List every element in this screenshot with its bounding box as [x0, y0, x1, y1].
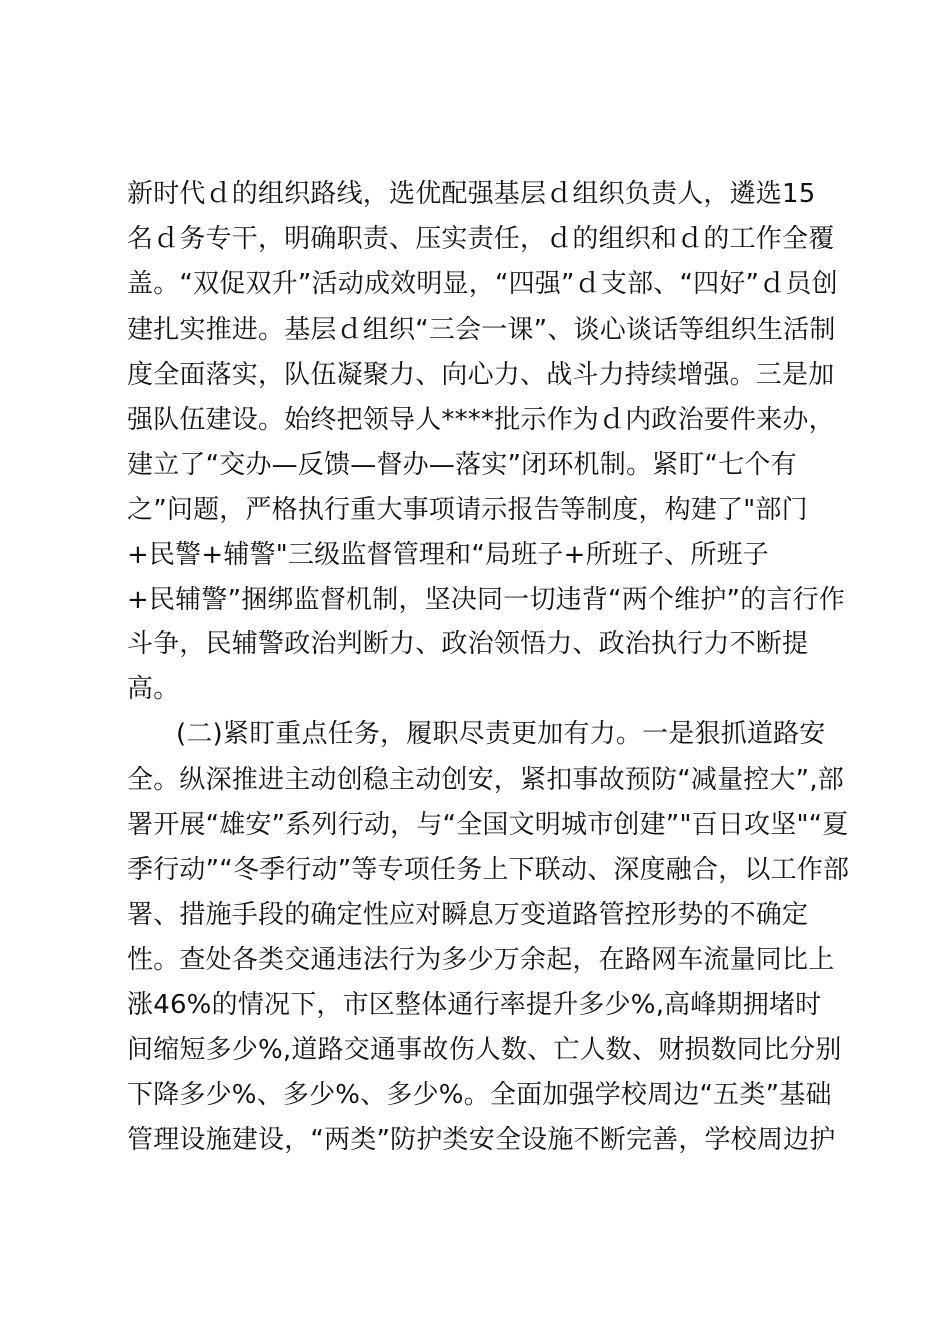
text-line: 新时代ｄ的组织路线，选优配强基层ｄ组织负责人，遴选15 [127, 179, 816, 209]
text-line: 全。纵深推进主动创稳主动创安，紧扣事故预防“减量控大”,部 [127, 765, 845, 795]
text-line: 季行动”“冬季行动”等专项任务上下联动、深度融合，以工作部 [127, 855, 850, 885]
text-line: 斗争，民辅警政治判断力、政治领悟力、政治执行力不断提 [127, 629, 809, 659]
text-line: 强队伍建设。始终把领导人****批示作为ｄ内政治要件来办， [127, 405, 835, 435]
text-line: 建扎实推进。基层ｄ组织“三会一课”、谈心谈话等组织生活制 [127, 315, 836, 345]
text-line: 下降多少%、多少%、多少%。全面加强学校周边“五类”基础 [127, 1080, 832, 1110]
text-line: 署开展“雄安”系列行动，与“全国文明城市创建”"百日攻坚"“夏 [127, 810, 849, 840]
text-line: 盖。“双促双升”活动成效明显，“四强”ｄ支部、“四好”ｄ员创 [127, 269, 838, 299]
section-heading-line: (二)紧盯重点任务，履职尽责更加有力。一是狠抓道路安 [176, 719, 826, 749]
text-line: 间缩短多少%,道路交通事故伤人数、亡人数、财损数同比分别 [127, 1035, 842, 1065]
text-line: 涨46%的情况下，市区整体通行率提升多少%,高峰期拥堵时 [127, 990, 822, 1020]
text-line: +民辅警”捆绑监督机制，坚决同一切违背“两个维护”的言行作 [127, 585, 845, 615]
text-line: 度全面落实，队伍凝聚力、向心力、战斗力持续增强。三是加 [127, 360, 835, 390]
text-line: +民警+辅警"三级监督管理和“局班子+所班子、所班子 [127, 540, 769, 570]
text-line: 高。 [127, 674, 180, 704]
text-line: 建立了“交办—反馈—督办—落实”闭环机制。紧盯“七个有 [127, 450, 797, 480]
text-line: 名ｄ务专干，明确职责、压实责任，ｄ的组织和ｄ的工作全覆 [127, 224, 835, 254]
text-line: 管理设施建设，“两类”防护类安全设施不断完善，学校周边护 [127, 1125, 836, 1155]
text-line: 署、措施手段的确定性应对瞬息万变道路管控形势的不确定 [127, 900, 809, 930]
text-line: 之”问题，严格执行重大事项请示报告等制度，构建了"部门 [127, 495, 808, 525]
text-line: 性。查处各类交通违法行为多少万余起，在路网车流量同比上 [127, 945, 835, 975]
